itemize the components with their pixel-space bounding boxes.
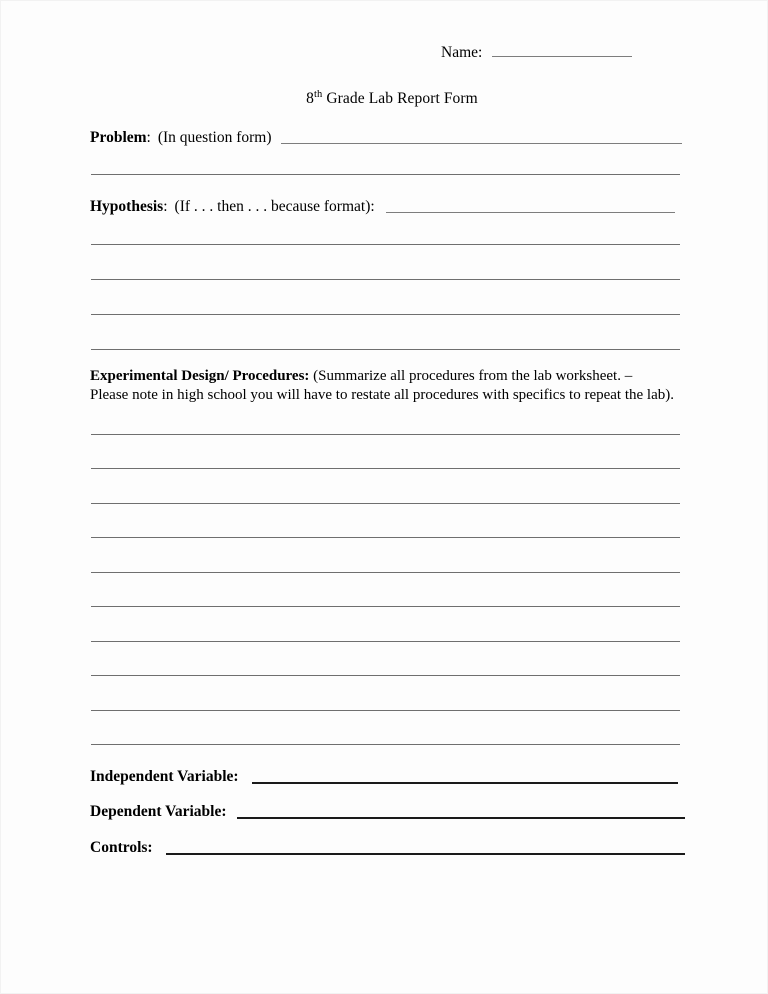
procedures-input-rule-8[interactable] bbox=[91, 675, 680, 676]
independent-variable-input-rule[interactable] bbox=[252, 781, 678, 784]
independent-variable-label: Independent Variable: bbox=[90, 768, 239, 785]
procedures-input-rule-9[interactable] bbox=[91, 710, 680, 711]
hypothesis-input-rule-4[interactable] bbox=[91, 314, 680, 315]
problem-hint: (In question form) bbox=[157, 129, 272, 146]
independent-variable-row bbox=[90, 768, 678, 786]
hypothesis-input-rule-5[interactable] bbox=[91, 349, 680, 350]
dependent-variable-row bbox=[90, 803, 685, 821]
hypothesis-input-rule-3[interactable] bbox=[91, 279, 680, 280]
name-field-row bbox=[441, 44, 632, 62]
hypothesis-input-rule-2[interactable] bbox=[91, 244, 680, 245]
procedures-hint-line1: (Summarize all procedures from the lab worksheet. – bbox=[313, 368, 633, 384]
problem-input-rule-1[interactable] bbox=[281, 142, 682, 144]
dependent-variable-input-rule[interactable] bbox=[237, 816, 685, 819]
problem-label: Problem bbox=[90, 129, 147, 146]
procedures-input-rule-1[interactable] bbox=[91, 434, 680, 435]
procedures-input-rule-2[interactable] bbox=[91, 468, 680, 469]
hypothesis-row bbox=[90, 198, 675, 216]
problem-input-rule-2[interactable] bbox=[91, 174, 680, 175]
hypothesis-colon: : bbox=[163, 198, 168, 215]
procedures-input-rule-10[interactable] bbox=[91, 744, 680, 745]
page-title-rest: Grade Lab Report Form bbox=[322, 90, 478, 107]
hypothesis-input-rule-1[interactable] bbox=[386, 211, 675, 213]
page-title-ordinal: th bbox=[314, 88, 323, 100]
procedures-input-rule-7[interactable] bbox=[91, 641, 680, 642]
procedures-input-rule-4[interactable] bbox=[91, 537, 680, 538]
name-label: Name: bbox=[441, 44, 483, 61]
name-input-rule[interactable] bbox=[492, 55, 632, 57]
procedures-input-rule-5[interactable] bbox=[91, 572, 680, 573]
procedures-hint-line2: Please note in high school you will have to restate all procedures with specifics to repeat the lab). bbox=[90, 387, 674, 403]
procedures-input-rule-6[interactable] bbox=[91, 606, 680, 607]
procedures-label: Experimental Design/ Procedures: bbox=[90, 368, 310, 384]
problem-colon: : bbox=[146, 129, 151, 146]
controls-input-rule[interactable] bbox=[166, 852, 685, 855]
dependent-variable-label: Dependent Variable: bbox=[90, 803, 227, 820]
problem-row bbox=[90, 129, 682, 147]
page-title bbox=[1, 90, 768, 108]
controls-label: Controls: bbox=[90, 839, 153, 856]
page-title-text bbox=[292, 90, 478, 108]
procedures-block bbox=[90, 367, 690, 405]
page-title-number: 8 bbox=[306, 90, 315, 107]
hypothesis-label: Hypothesis bbox=[90, 198, 164, 215]
controls-row bbox=[90, 839, 685, 857]
procedures-input-rule-3[interactable] bbox=[91, 503, 680, 504]
hypothesis-hint: (If . . . then . . . because format): bbox=[174, 198, 375, 215]
